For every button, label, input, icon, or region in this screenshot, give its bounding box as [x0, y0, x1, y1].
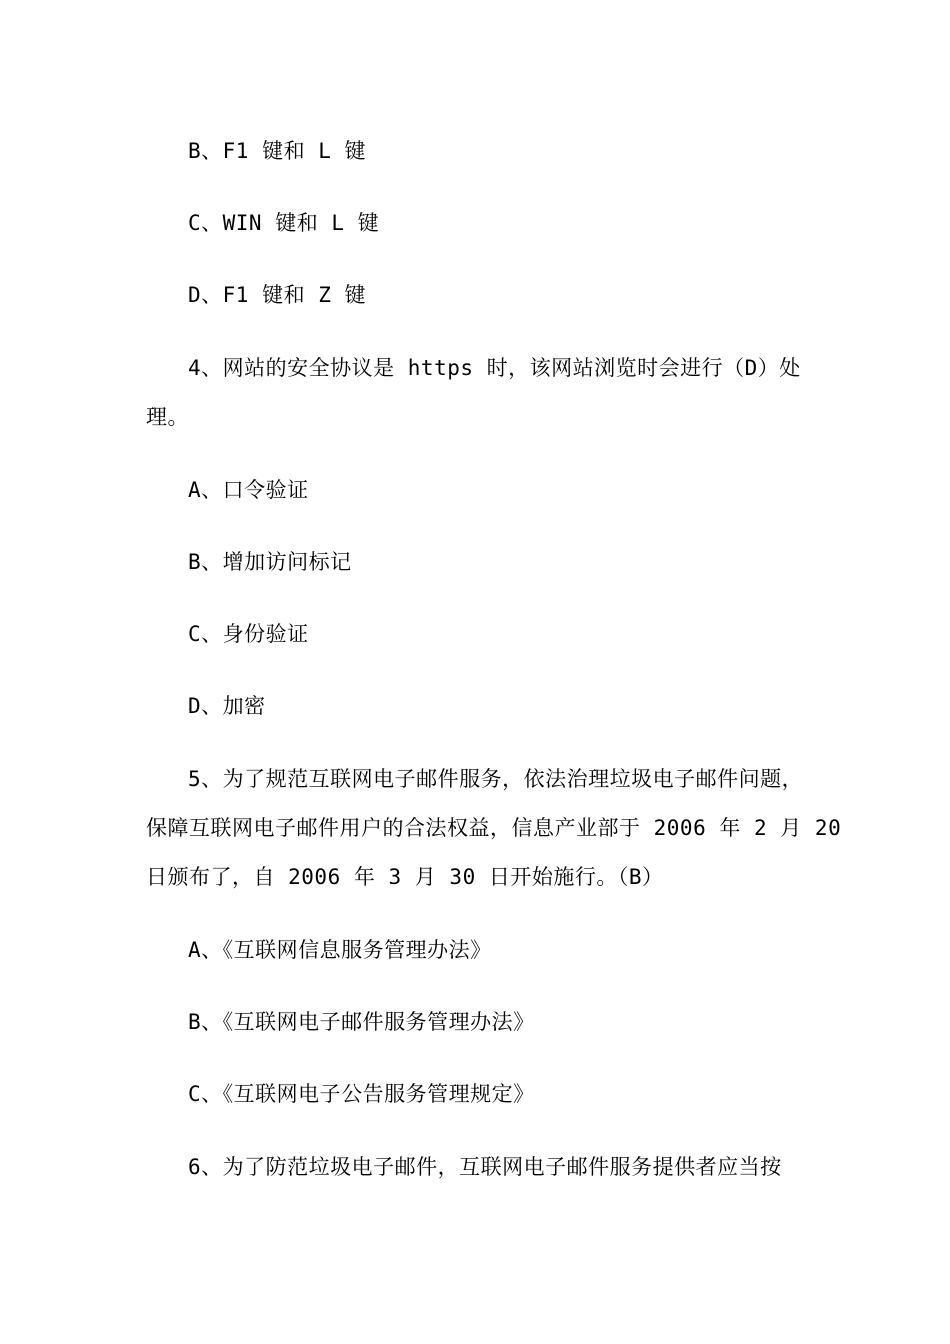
q5-question-line-1: 5、为了规范互联网电子邮件服务，依法治理垃圾电子邮件问题，: [188, 767, 804, 791]
q4-option-d: D、加密: [188, 694, 266, 718]
q4-question-line-1: 4、网站的安全协议是 https 时，该网站浏览时会进行（D）处: [188, 356, 801, 380]
q6-question-line-1: 6、为了防范垃圾电子邮件，互联网电子邮件服务提供者应当按: [188, 1155, 782, 1179]
q3-option-c: C、WIN 键和 L 键: [188, 211, 380, 235]
q5-option-b: B、《互联网电子邮件服务管理办法》: [188, 1010, 535, 1034]
q4-question-line-2: 理。: [146, 405, 189, 429]
q3-option-d: D、F1 键和 Z 键: [188, 283, 367, 307]
q5-question-line-2: 保障互联网电子邮件用户的合法权益，信息产业部于 2006 年 2 月 20: [146, 816, 842, 840]
q4-option-c: C、身份验证: [188, 622, 309, 646]
q5-option-a: A、《互联网信息服务管理办法》: [188, 938, 492, 962]
q3-option-b: B、F1 键和 L 键: [188, 139, 367, 163]
q4-option-a: A、口令验证: [188, 478, 309, 502]
q5-question-line-3: 日颁布了，自 2006 年 3 月 30 日开始施行。（B）: [146, 865, 664, 889]
q4-option-b: B、增加访问标记: [188, 550, 352, 574]
q5-option-c: C、《互联网电子公告服务管理规定》: [188, 1082, 535, 1106]
